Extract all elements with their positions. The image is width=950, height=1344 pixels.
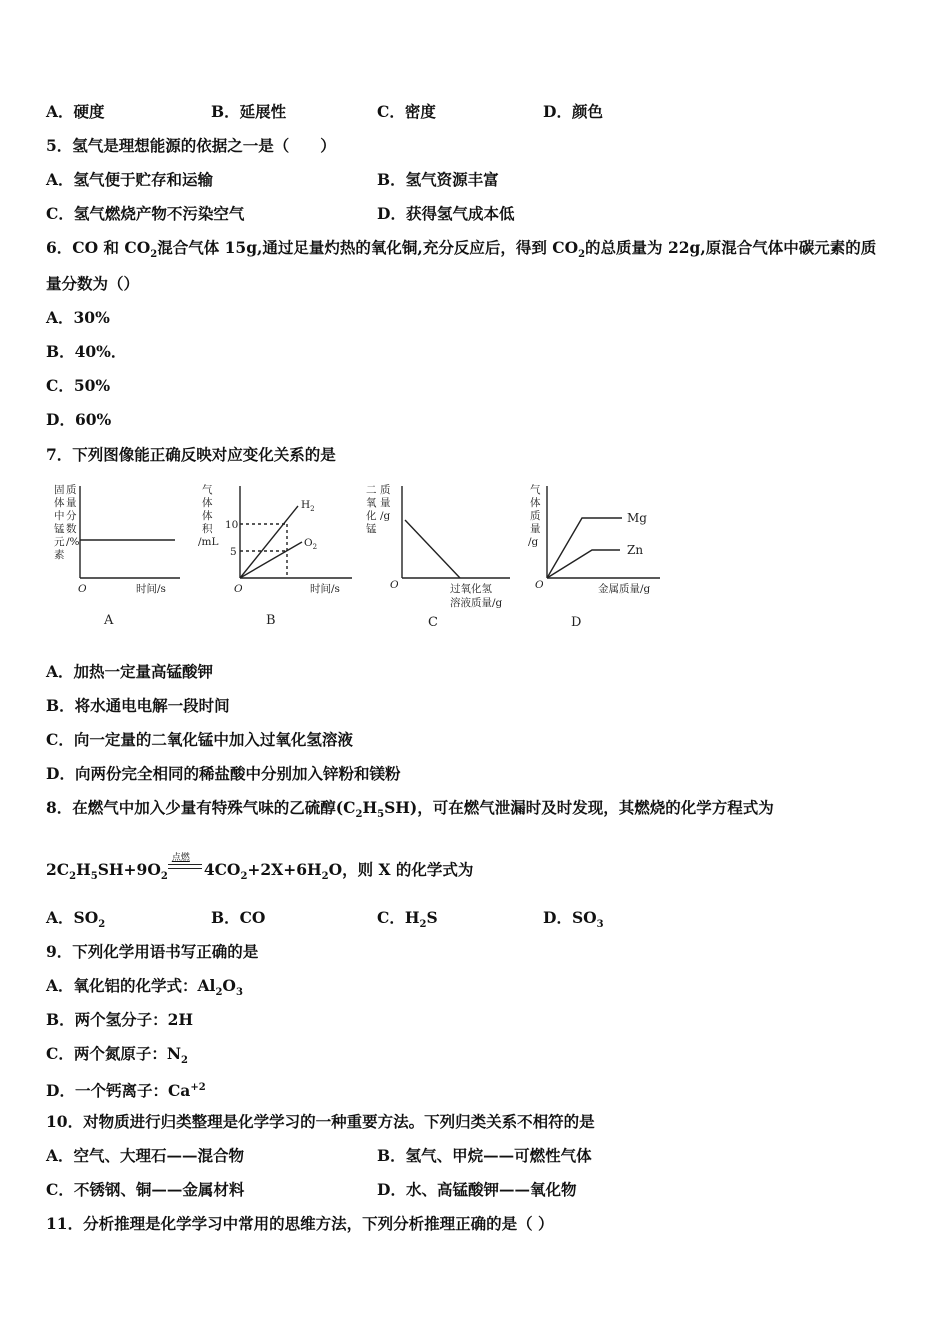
graph-b-ylabel-1: 气 xyxy=(202,484,213,496)
graph-b-o2-line xyxy=(240,542,302,578)
graph-d-tag: D xyxy=(571,615,582,630)
graph-c-xlabel-2: 溶液质量/g xyxy=(450,597,503,609)
q8-equation: $2C_2H_5SH+9O_2$ 点燃 $4CO_2+2X+6H_2O$，则 X 的化学式为 xyxy=(46,860,473,887)
graph-c-tag: C xyxy=(428,615,438,630)
graph-c-ylabel-2: 氧 xyxy=(366,497,377,509)
graph-b-ylabel-5: /mL xyxy=(198,536,219,548)
graph-a-origin: O xyxy=(78,583,87,595)
graph-a-ylabel-3: 中 xyxy=(54,510,65,522)
q5-option-a: A．氢气便于贮存和运输 xyxy=(46,170,214,189)
q6-option-d: D．60% xyxy=(46,410,112,429)
graph-a-ylabel-4: 锰 xyxy=(54,523,65,535)
graph-a-ylabel-5: 元 xyxy=(54,536,65,548)
graph-b-h2-line xyxy=(240,506,298,578)
q11-stem: 11．分析推理是化学学习中常用的思维方法，下列分析推理正确的是（ ） xyxy=(46,1214,554,1233)
q6-stem-line2: 量分数为（） xyxy=(46,274,140,293)
q8-option-c: C．$H_2S$ xyxy=(377,908,438,931)
q8-option-b: B．CO xyxy=(211,908,266,927)
graph-c-ylabel2-3: /g xyxy=(380,510,391,522)
graph-c-origin: O xyxy=(390,579,399,591)
graph-b-tick-5: 5 xyxy=(230,546,237,558)
graph-a-tag: A xyxy=(104,613,114,628)
graph-b-o2-label: $O_2$ xyxy=(304,537,318,551)
q8-option-a: A．$SO_2$ xyxy=(46,908,106,931)
q7-stem: 7．下列图像能正确反映对应变化关系的是 xyxy=(46,445,336,464)
graph-d-xlabel: 金属质量/g xyxy=(598,583,651,595)
q9-option-b: B．两个氢分子：2H xyxy=(46,1010,194,1029)
graph-a-ylabel2-4: 数 xyxy=(66,523,77,535)
graph-b-origin: O xyxy=(234,583,243,595)
graph-a-xlabel: 时间/s xyxy=(136,583,166,595)
q9-option-a: A．氧化铝的化学式：$Al_2O_3$ xyxy=(46,976,243,999)
graph-b-labels xyxy=(198,483,340,628)
graph-b-h2-label: $H_2$ xyxy=(301,499,315,513)
q5-stem: 5．氢气是理想能源的依据之一是（ ） xyxy=(46,136,336,155)
q4-option-b: B．延展性 xyxy=(211,102,287,121)
graph-c-ylabel-1: 二 xyxy=(366,484,377,496)
q10-option-d: D．水、高锰酸钾——氧化物 xyxy=(377,1180,577,1199)
q10-option-a: A．空气、大理石——混合物 xyxy=(46,1146,245,1165)
q4-option-d: D．颜色 xyxy=(543,102,603,121)
graph-d-ylabel-5: /g xyxy=(528,536,539,548)
graph-c-ylabel-3: 化 xyxy=(366,510,377,522)
graph-c-ylabel-4: 锰 xyxy=(366,523,377,535)
graph-a-ylabel2-1: 质 xyxy=(66,484,77,496)
q6-option-c: C．50% xyxy=(46,376,111,395)
q7-figure xyxy=(40,478,680,638)
graph-d-zn-label: Zn xyxy=(627,543,644,557)
q8-reaction-arrow xyxy=(168,853,204,881)
graph-a-ylabel-2: 体 xyxy=(54,497,65,509)
q8-option-d: D．$SO_3$ xyxy=(543,908,604,931)
graph-b-ylabel-4: 积 xyxy=(202,523,213,535)
graph-d-zn-line xyxy=(547,550,620,578)
graph-d-ylabel-4: 量 xyxy=(530,523,541,535)
graph-c-ylabel2-2: 量 xyxy=(380,497,391,509)
graph-d-ylabel-1: 气 xyxy=(530,484,541,496)
q9-option-c: C．两个氮原子：$N_2$ xyxy=(46,1044,188,1067)
q10-option-b: B．氢气、甲烷——可燃性气体 xyxy=(377,1146,592,1165)
graph-a-labels xyxy=(54,483,166,628)
graph-d-ylabel-2: 体 xyxy=(530,497,541,509)
q7-option-a: A．加热一定量高锰酸钾 xyxy=(46,662,214,681)
q7-option-b: B．将水通电电解一段时间 xyxy=(46,696,230,715)
graph-a-ylabel2-2: 量 xyxy=(66,497,77,509)
q5-option-c: C．氢气燃烧产物不污染空气 xyxy=(46,204,245,223)
q10-stem: 10．对物质进行归类整理是化学学习的一种重要方法。下列归类关系不相符的是 xyxy=(46,1112,595,1131)
graph-b-tick-10: 10 xyxy=(225,519,239,531)
q5-option-d: D．获得氢气成本低 xyxy=(377,204,515,223)
q5-option-b: B．氢气资源丰富 xyxy=(377,170,499,189)
graph-c-line xyxy=(405,520,460,578)
graph-a-ylabel2-3: 分 xyxy=(66,510,77,522)
q6-option-b: B．40%． xyxy=(46,342,127,361)
graph-b-tag: B xyxy=(266,613,276,628)
q4-option-c: C．密度 xyxy=(377,102,436,121)
q4-option-a: A．硬度 xyxy=(46,102,105,121)
q8-stem: 8．在燃气中加入少量有特殊气味的乙硫醇$(C_2H_5SH)$，可在燃气泄漏时及时发现，其燃烧的化学方程式为 xyxy=(46,798,774,821)
graph-b-ylabel-2: 体 xyxy=(202,497,213,509)
q10-option-c: C．不锈钢、铜——金属材料 xyxy=(46,1180,245,1199)
graph-a-ylabel2-5: /% xyxy=(66,536,80,548)
q6-stem: 6．CO 和 $CO_2$混合气体 15g,通过足量灼热的氧化铜,充分反应后，得到 $CO_2$的总质量为 22g,原混合气体中碳元素的质 xyxy=(46,238,877,261)
graph-d-mg-label: Mg xyxy=(627,511,647,525)
graph-c-labels xyxy=(366,483,503,630)
graph-c-ylabel2-1: 质 xyxy=(380,484,391,496)
graph-a-ylabel-1: 固 xyxy=(54,484,65,496)
graph-d-origin: O xyxy=(535,579,544,591)
graph-d-ylabel-3: 质 xyxy=(530,510,541,522)
q6-option-a: A．30% xyxy=(46,308,110,327)
q7-option-d: D．向两份完全相同的稀盐酸中分别加入锌粉和镁粉 xyxy=(46,764,401,783)
q9-option-d: D．一个钙离子：$Ca^{+2}$ xyxy=(46,1081,206,1101)
q9-stem: 9．下列化学用语书写正确的是 xyxy=(46,942,259,961)
graph-a-ylabel-6: 素 xyxy=(54,549,65,561)
graph-d-mg-line xyxy=(547,518,622,578)
graph-b-xlabel: 时间/s xyxy=(310,583,340,595)
q7-option-c: C．向一定量的二氧化锰中加入过氧化氢溶液 xyxy=(46,730,353,749)
q8-condition: 点燃 xyxy=(171,853,190,863)
graph-b-ylabel-3: 体 xyxy=(202,510,213,522)
graph-c-xlabel-1: 过氧化氢 xyxy=(450,583,492,595)
